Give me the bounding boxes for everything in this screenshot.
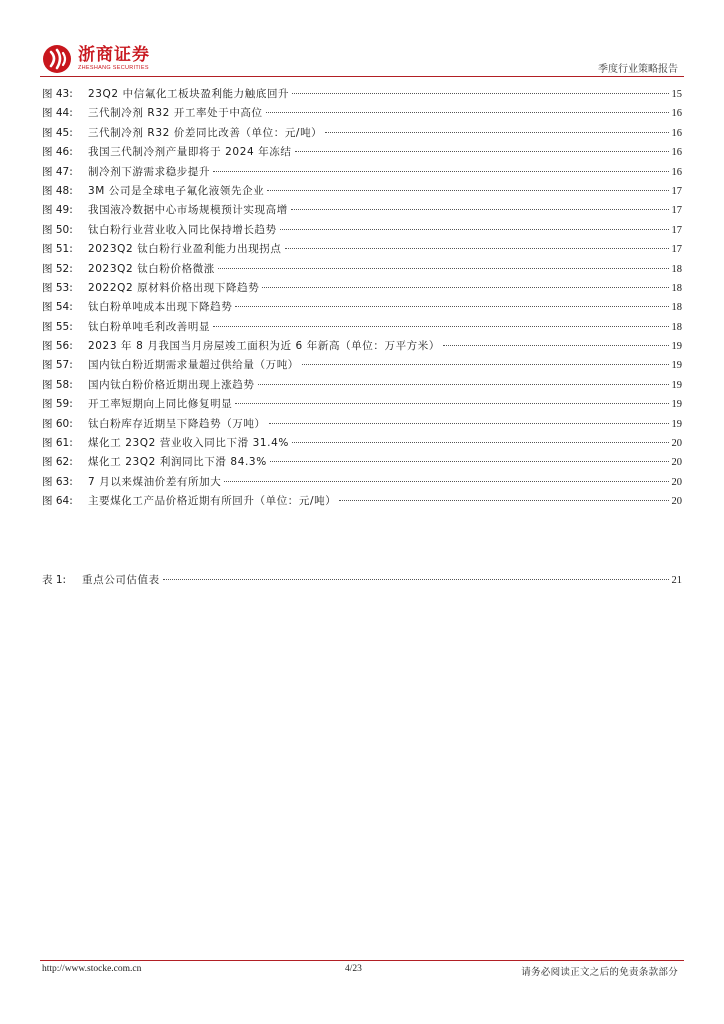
- toc-dot-leader: [213, 171, 668, 172]
- toc-entry-page: 19: [671, 418, 682, 430]
- figure-index-list: [42, 86, 682, 513]
- toc-entry[interactable]: [42, 416, 682, 435]
- toc-entry[interactable]: [42, 183, 682, 202]
- toc-dot-leader: [302, 364, 669, 365]
- toc-entry-page: 18: [671, 282, 682, 294]
- toc-entry[interactable]: [42, 454, 682, 473]
- toc-dot-leader: [262, 287, 668, 288]
- toc-entry-title: 2023Q2 钛白粉价格微涨: [88, 262, 215, 275]
- toc-dot-leader: [269, 423, 669, 424]
- toc-entry-page: 16: [671, 166, 682, 178]
- toc-dot-leader: [266, 112, 669, 113]
- disclaimer-note: 请务必阅读正文之后的免责条款部分: [521, 967, 678, 978]
- toc-entry-label: 图 63:: [42, 475, 73, 488]
- toc-entry[interactable]: [42, 493, 682, 512]
- toc-entry-title: 2023 年 8 月我国当月房屋竣工面积为近 6 年新高（单位：万平方米）: [88, 340, 440, 353]
- toc-dot-leader: [235, 403, 668, 404]
- toc-entry-title: 钛白粉库存近期呈下降趋势（万吨）: [88, 417, 266, 430]
- toc-entry-title: 煤化工 23Q2 营业收入同比下滑 31.4%: [88, 437, 289, 450]
- toc-entry[interactable]: [42, 144, 682, 163]
- toc-entry-page: 21: [671, 575, 682, 586]
- toc-entry-label: 图 45:: [42, 126, 73, 139]
- toc-dot-leader: [224, 481, 668, 482]
- toc-entry-title: 开工率短期向上同比修复明显: [88, 398, 233, 411]
- toc-entry-title: 钛白粉单吨成本出现下降趋势: [88, 301, 233, 314]
- toc-entry[interactable]: [42, 125, 682, 144]
- toc-entry-page: 16: [671, 108, 682, 120]
- toc-entry-title: 23Q2 中信氟化工板块盈利能力触底回升: [88, 88, 290, 100]
- toc-entry-title: 主要煤化工产品价格近期有所回升（单位：元/吨）: [88, 495, 337, 508]
- toc-entry-label: 图 56:: [42, 340, 73, 353]
- toc-entry-title: 2023Q2 钛白粉行业盈利能力出现拐点: [88, 243, 282, 256]
- toc-entry-label: 图 43:: [42, 88, 73, 100]
- toc-entry-page: 17: [671, 244, 682, 256]
- toc-entry-label: 图 53:: [42, 281, 73, 294]
- toc-entry-page: 19: [671, 379, 682, 391]
- toc-entry-label: 图 54:: [42, 301, 73, 314]
- toc-entry-title: 我国三代制冷剂产量即将于 2024 年冻结: [88, 146, 292, 159]
- toc-entry[interactable]: [42, 280, 682, 299]
- toc-entry[interactable]: [42, 357, 682, 376]
- toc-entry-label: 图 55:: [42, 320, 73, 333]
- toc-entry-title: 7 月以来煤油价差有所加大: [88, 475, 222, 488]
- toc-entry-page: 16: [671, 147, 682, 159]
- toc-entry-label: 图 44:: [42, 107, 73, 120]
- toc-entry-page: 17: [671, 205, 682, 217]
- toc-entry[interactable]: [42, 86, 682, 105]
- toc-entry-title: 钛白粉行业营业收入同比保持增长趋势: [88, 223, 277, 236]
- toc-dot-leader: [292, 93, 668, 94]
- toc-entry-title: 三代制冷剂 R32 价差同比改善（单位：元/吨）: [88, 126, 323, 139]
- toc-entry-label: 图 46:: [42, 146, 73, 159]
- toc-entry-page: 17: [671, 185, 682, 197]
- toc-entry-label: 图 58:: [42, 378, 73, 391]
- toc-dot-leader: [270, 461, 669, 462]
- toc-entry-page: 19: [671, 399, 682, 411]
- toc-entry-page: 19: [671, 341, 682, 353]
- toc-entry-label: 图 60:: [42, 417, 73, 430]
- toc-entry-page: 18: [671, 263, 682, 275]
- toc-entry-title: 重点公司估值表: [82, 574, 160, 586]
- toc-entry-label: 图 64:: [42, 495, 73, 508]
- toc-entry-label: 图 47:: [42, 165, 73, 178]
- toc-dot-leader: [163, 579, 669, 580]
- header-divider: [40, 76, 684, 77]
- toc-entry[interactable]: [42, 396, 682, 415]
- toc-entry-title: 3M 公司是全球电子氟化液领先企业: [88, 184, 265, 197]
- toc-dot-leader: [325, 132, 668, 133]
- toc-entry[interactable]: [42, 164, 682, 183]
- brand-name-cn: 浙商证券: [78, 45, 150, 65]
- toc-dot-leader: [213, 326, 668, 327]
- toc-dot-leader: [280, 229, 669, 230]
- toc-dot-leader: [291, 209, 669, 210]
- toc-entry-page: 18: [671, 302, 682, 314]
- page-number: 4/23: [345, 964, 362, 974]
- toc-entry-page: 18: [671, 321, 682, 333]
- toc-entry[interactable]: [42, 377, 682, 396]
- toc-dot-leader: [235, 306, 668, 307]
- toc-entry[interactable]: [42, 222, 682, 241]
- toc-entry-label: 表 1:: [42, 574, 67, 586]
- toc-dot-leader: [285, 248, 669, 249]
- toc-entry[interactable]: [42, 261, 682, 280]
- toc-entry[interactable]: [42, 202, 682, 221]
- toc-entry[interactable]: [42, 435, 682, 454]
- toc-entry[interactable]: [42, 474, 682, 493]
- brand-mark-icon: [42, 44, 72, 74]
- toc-entry-title: 国内钛白粉价格近期出现上涨趋势: [88, 378, 255, 391]
- toc-entry[interactable]: [42, 299, 682, 318]
- toc-entry[interactable]: [42, 105, 682, 124]
- toc-dot-leader: [295, 151, 669, 152]
- toc-entry-title: 钛白粉单吨毛利改善明显: [88, 320, 211, 333]
- toc-dot-leader: [218, 268, 669, 269]
- toc-entry-page: 16: [671, 127, 682, 139]
- report-type: 季度行业策略报告: [598, 64, 678, 75]
- toc-entry[interactable]: [42, 319, 682, 338]
- toc-entry-label: 图 49:: [42, 204, 73, 217]
- toc-entry-label: 图 59:: [42, 398, 73, 411]
- toc-entry-label: 图 57:: [42, 359, 73, 372]
- toc-entry-label: 图 51:: [42, 243, 73, 256]
- toc-entry-page: 20: [671, 457, 682, 469]
- toc-entry[interactable]: [42, 241, 682, 260]
- footer-divider: [40, 960, 684, 961]
- toc-dot-leader: [267, 190, 668, 191]
- toc-entry-title: 煤化工 23Q2 利润同比下滑 84.3%: [88, 456, 267, 469]
- page-header: [0, 0, 724, 80]
- toc-entry-page: 19: [671, 360, 682, 372]
- toc-entry-title: 三代制冷剂 R32 开工率处于中高位: [88, 107, 263, 120]
- toc-entry-title: 国内钛白粉近期需求量超过供给量（万吨）: [88, 359, 299, 372]
- toc-entry-page: 20: [671, 438, 682, 450]
- toc-entry-page: 15: [671, 89, 682, 100]
- toc-dot-leader: [339, 500, 668, 501]
- toc-entry-label: 图 61:: [42, 437, 73, 450]
- toc-entry-label: 图 62:: [42, 456, 73, 469]
- toc-entry-page: 20: [671, 496, 682, 508]
- toc-entry-title: 2022Q2 原材料价格出现下降趋势: [88, 281, 260, 294]
- toc-entry-page: 20: [671, 476, 682, 488]
- toc-entry[interactable]: [42, 572, 682, 591]
- toc-entry-title: 制冷剂下游需求稳步提升: [88, 165, 211, 178]
- toc-dot-leader: [443, 345, 669, 346]
- toc-entry-label: 图 48:: [42, 184, 73, 197]
- toc-dot-leader: [292, 442, 669, 443]
- toc-entry-title: 我国液冷数据中心市场规模预计实现高增: [88, 204, 288, 217]
- toc-entry[interactable]: [42, 338, 682, 357]
- brand-name-en: ZHESHANG SECURITIES: [78, 65, 149, 71]
- table-index-list: [42, 572, 682, 591]
- toc-dot-leader: [258, 384, 669, 385]
- toc-entry-label: 图 52:: [42, 262, 73, 275]
- toc-entry-page: 17: [671, 224, 682, 236]
- footer-url[interactable]: http://www.stocke.com.cn: [42, 964, 142, 974]
- toc-entry-label: 图 50:: [42, 223, 73, 236]
- brand-logo: [42, 44, 150, 74]
